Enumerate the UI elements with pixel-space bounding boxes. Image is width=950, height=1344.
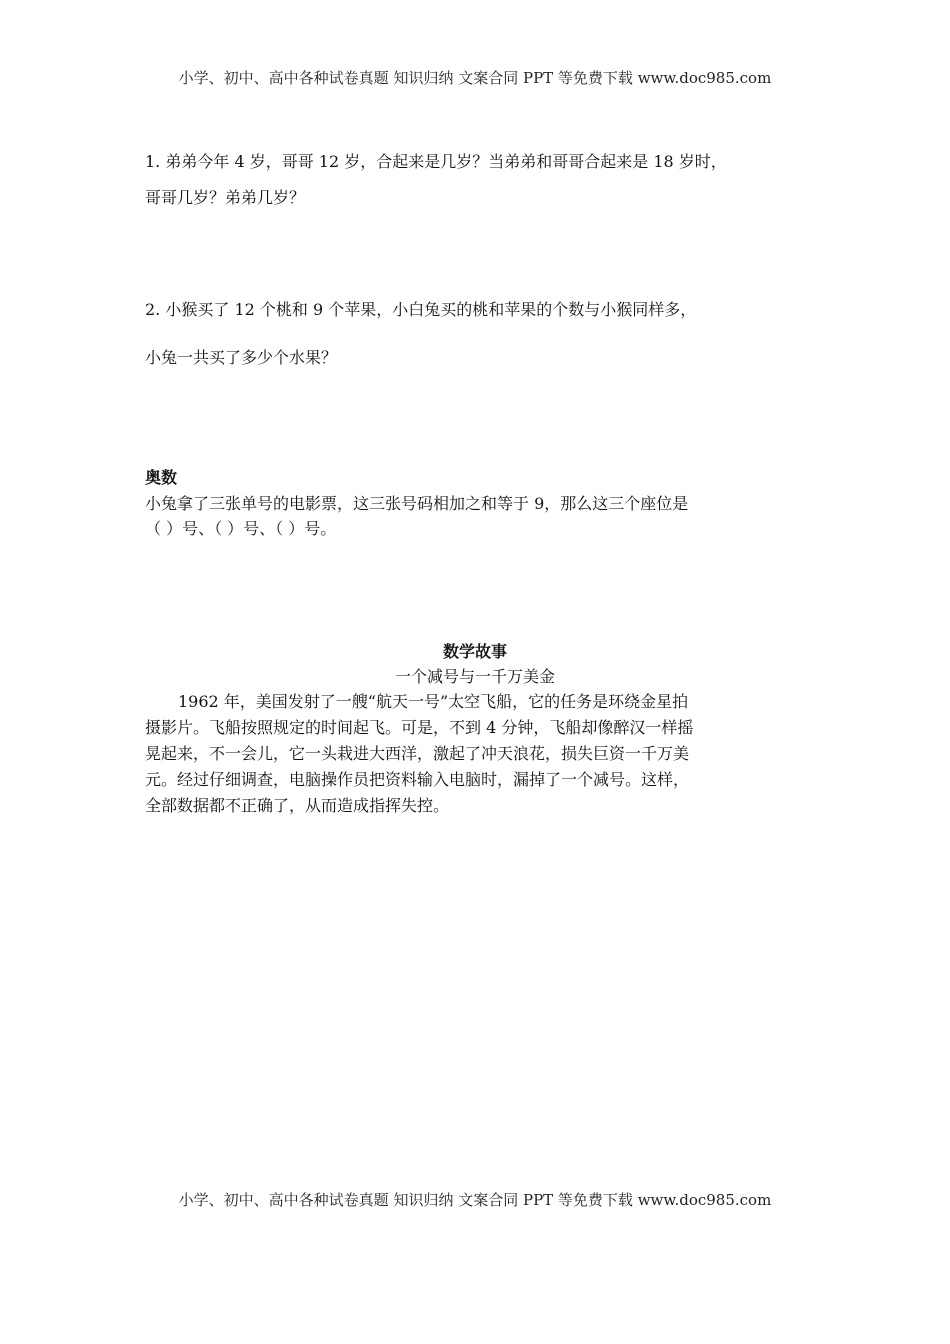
story-line: 全部数据都不正确了，从而造成指挥失控。 xyxy=(145,796,450,815)
story-line: 元。经过仔细调查，电脑操作员把资料输入电脑时，漏掉了一个减号。这样， xyxy=(145,770,690,789)
olympiad-question-line-1: 小兔拿了三张单号的电影票，这三张号码相加之和等于 9，那么这三个座位是 xyxy=(145,494,689,513)
question-2-line-2: 小兔一共买了多少个水果？ xyxy=(145,348,338,367)
question-1-line-1: 1. 弟弟今年 4 岁，哥哥 12 岁，合起来是几岁？当弟弟和哥哥合起来是 18 岁时， xyxy=(145,152,727,171)
olympiad-question-line-2: （ ）号、（ ）号、（ ）号。 xyxy=(145,519,337,538)
page-header: 小学、初中、高中各种试卷真题 知识归纳 文案合同 PPT 等免费下载 www.doc985.com xyxy=(178,69,772,87)
story-line: 摄影片。飞船按照规定的时间起飞。可是，不到 4 分钟，飞船却像醉汉一样摇 xyxy=(145,718,694,737)
question-2-line-1: 2. 小猴买了 12 个桃和 9 个苹果，小白兔买的桃和苹果的个数与小猴同样多， xyxy=(145,300,697,319)
story-line: 晃起来，不一会儿，它一头栽进大西洋，激起了冲天浪花，损失巨资一千万美 xyxy=(145,744,690,763)
olympiad-title: 奥数 xyxy=(145,468,178,487)
story-title: 数学故事 xyxy=(442,642,507,661)
question-1-line-2: 哥哥几岁？弟弟几岁？ xyxy=(145,188,306,207)
story-line: 1962 年，美国发射了一艘“航天一号”太空飞船，它的任务是环绕金星拍 xyxy=(178,692,689,711)
page-footer: 小学、初中、高中各种试卷真题 知识归纳 文案合同 PPT 等免费下载 www.doc985.com xyxy=(178,1191,772,1209)
story-subtitle: 一个减号与一千万美金 xyxy=(394,667,555,686)
